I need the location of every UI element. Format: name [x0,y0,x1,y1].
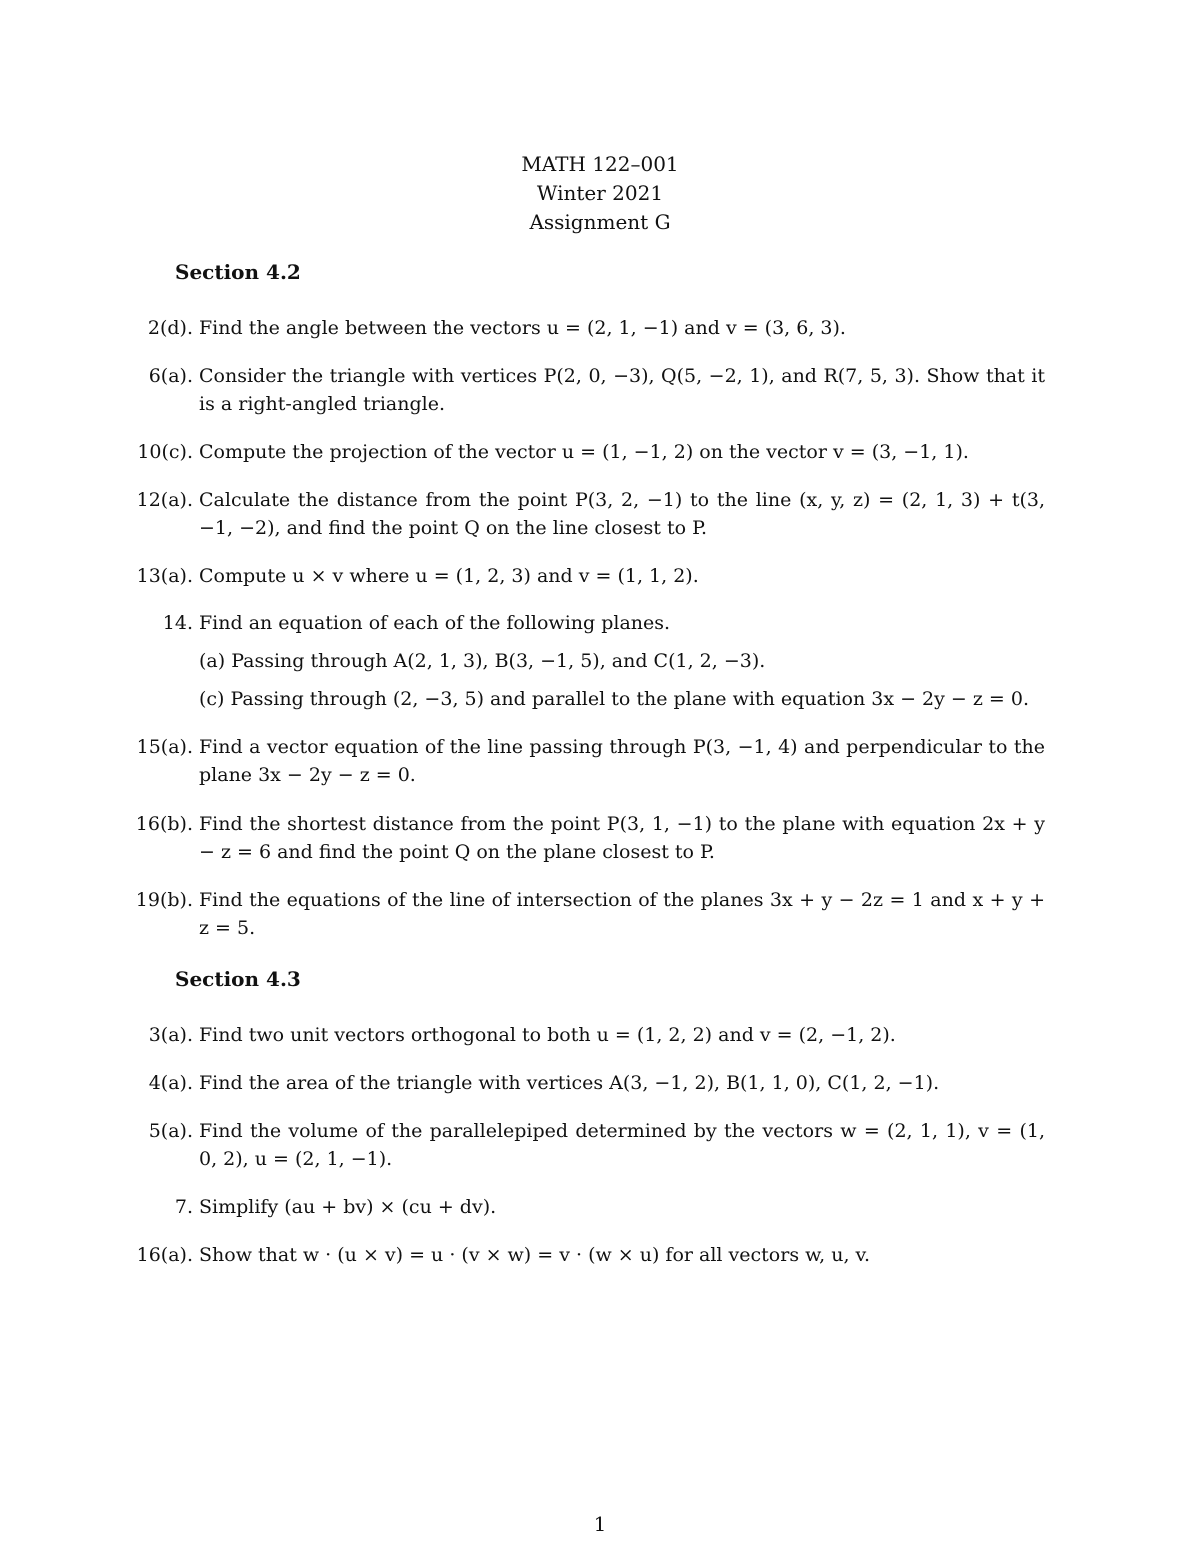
problem-text: Compute u × v where u = (1, 2, 3) and v = (1, 1, 2). [199,565,699,587]
problem-number: 13(a). [136,565,193,587]
problem-number: 4(a). [148,1072,193,1094]
problem-number: 15(a). [136,736,193,758]
problem-number: 10(c). [137,441,193,463]
problem-number: 16(b). [135,813,193,835]
problem-text: Find the equations of the line of intersection of the planes 3x + y − 2z = 1 and x + y + z = 5. [199,889,1045,939]
page-number: 1 [593,1512,607,1536]
problem-text: Simplify (au + bv) × (cu + dv). [199,1196,497,1218]
problem-number: 19(b). [135,889,193,911]
problem-text: Find the volume of the parallelepiped determined by the vectors w = (2, 1, 1), v = (1, 0, 2), u = (2, 1, −1). [199,1120,1045,1170]
term-title: Winter 2021 [536,181,664,205]
course-title: MATH 122–001 [521,152,679,176]
title-block [0,150,1200,237]
problem-text: Show that w · (u × v) = u · (v × w) = v · (w × u) for all vectors w, u, v. [199,1244,871,1266]
section-heading: Section 4.2 [175,260,301,284]
problem-text: Find an equation of each of the following planes. [199,612,671,634]
problem-text: Consider the triangle with vertices P(2, 0, −3), Q(5, −2, 1), and R(7, 5, 3). Show that it is a right-angled triangle. [199,365,1045,415]
problem-text: Find a vector equation of the line passing through P(3, −1, 4) and perpendicular to the plane 3x − 2y − z = 0. [199,736,1045,786]
problem-text: Find two unit vectors orthogonal to both u = (1, 2, 2) and v = (2, −1, 2). [199,1024,896,1046]
problem-number: 5(a). [148,1120,193,1142]
problem-number: 3(a). [148,1024,193,1046]
problem-number: 16(a). [136,1244,193,1266]
problem-text: Find the angle between the vectors u = (2, 1, −1) and v = (3, 6, 3). [199,317,846,339]
problem-number: 12(a). [136,489,193,511]
problem-number: 7. [174,1196,193,1218]
problem-text: Calculate the distance from the point P(3, 2, −1) to the line (x, y, z) = (2, 1, 3) + t(3, −1, −2), and find the point Q on the line closest to P. [199,489,1045,539]
problem-text: Compute the projection of the vector u = (1, −1, 2) on the vector v = (3, −1, 1). [199,441,969,463]
problem-number: 14. [162,612,193,634]
problem-subpart: (a) Passing through A(2, 1, 3), B(3, −1, 5), and C(1, 2, −3). [199,650,766,672]
problem-text: Find the shortest distance from the point P(3, 1, −1) to the plane with equation 2x + y − z = 6 and find the point Q on the plane closest to P. [199,813,1045,863]
section-heading: Section 4.3 [175,967,301,991]
assignment-title: Assignment G [529,210,671,234]
problem-subpart: (c) Passing through (2, −3, 5) and parallel to the plane with equation 3x − 2y − z = 0. [199,688,1030,710]
problem-number: 6(a). [148,365,193,387]
problem-text: Find the area of the triangle with vertices A(3, −1, 2), B(1, 1, 0), C(1, 2, −1). [199,1072,940,1094]
problem-number: 2(d). [147,317,193,339]
